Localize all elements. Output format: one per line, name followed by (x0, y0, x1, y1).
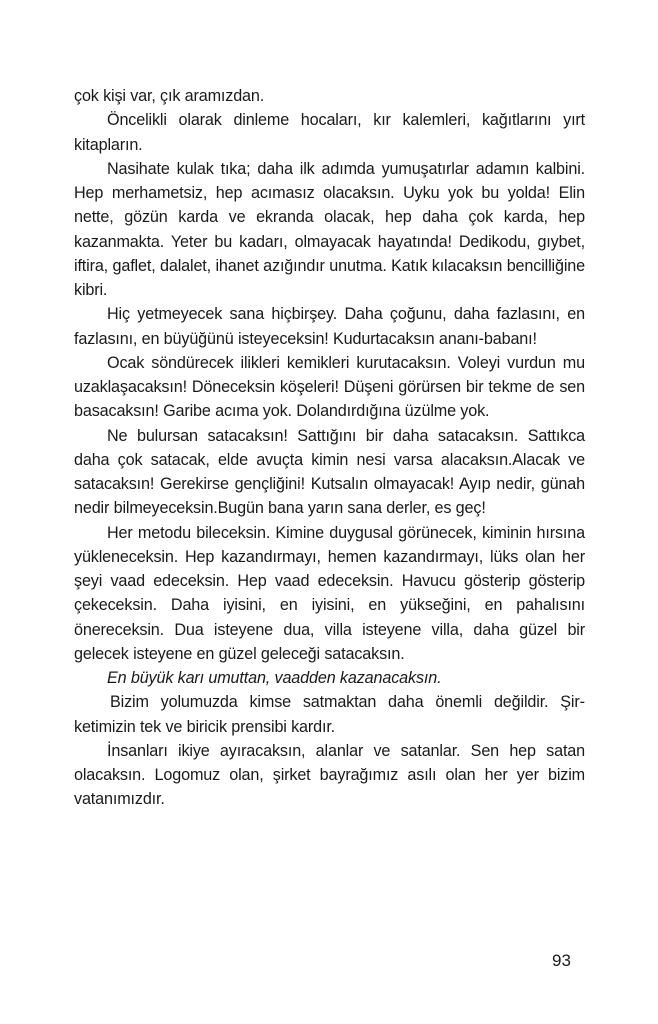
paragraph: Nasihate kulak tıka; daha ilk adımda yumuşatırlar adamın kalbini. Hep merhametsiz, hep acımasız olacaksın. Uyku yok bu yolda! Elin nette, gözün karda ve ekranda olacak, hep daha çok karda, hep kazanmakta. Yeter bu kadarı, olmayacak hayatında! Dedikodu, gıybet, iftira, gaflet, dalalet, ihanet azığındır unutma. Katık kılacaksın bencilliğine kibri. (74, 159, 585, 299)
paragraph: Hiç yetmeyecek sana hiçbirşey. Daha çoğunu, daha fazlasını, en fazlasını, en büyüğünü isteyeceksin! Kudurtacaksın ananı-babanı! (74, 305, 585, 348)
paragraph: Öncelikli olarak dinleme hocaları, kır kalemleri, kağıtlarını yırt kitapların. (74, 111, 585, 154)
paragraph: Bizim yolumuzda kimse satmaktan daha önemli değildir. Şirketimizin tek ve biricik prensibi kardır. (74, 693, 585, 736)
paragraph-italic-motto: En büyük karı umuttan, vaadden kazanacaksın. (107, 669, 442, 687)
paragraph: Her metodu bileceksin. Kimine duygusal görünecek, kiminin hırsına yükleneceksin. Hep kazandırmayı, hemen kazandırmayı, lüks olan her şeyi vaad edeceksin. Hep vaad edeceksin. Havucu gösterip gösterip çekeceksin. Daha iyisini, en iyisini, en yükseğini, en pahalısını önereceksin. Dua isteyene dua, villa isteyene villa, daha güzel bir gelecek isteyene en güzel geleceği satacaksın. (74, 523, 585, 663)
page-number: 93 (552, 951, 571, 970)
book-page-body (74, 84, 585, 812)
paragraph: Ne bulursan satacaksın! Sattığını bir daha satacaksın. Sattıkca daha çok satacak, elde avuçta kimin nesi varsa alacaksın.Alacak ve satacaksın! Gerekirse gençliğini! Kutsalın olmayacak! Ayıp nedir, günah nedir bilmeyeceksin.Bugün bana yarın sana derler, es geç! (74, 426, 585, 518)
paragraph: Ocak söndürecek ilikleri kemikleri kurutacaksın. Voleyi vurdun mu uzaklaşacaksın! Döneceksin köşeleri! Düşeni görürsen bir tekme de sen basacaksın! Garibe acıma yok. Dolandırdığına üzülme yok. (74, 353, 585, 421)
paragraph: İnsanları ikiye ayıracaksın, alanlar ve satanlar. Sen hep satan olacaksın. Logomuz olan, şirket bayrağımız asılı olan her yer bizim vatanımızdır. (74, 741, 585, 809)
paragraph-continuation: çok kişi var, çık aramızdan. (74, 87, 265, 105)
